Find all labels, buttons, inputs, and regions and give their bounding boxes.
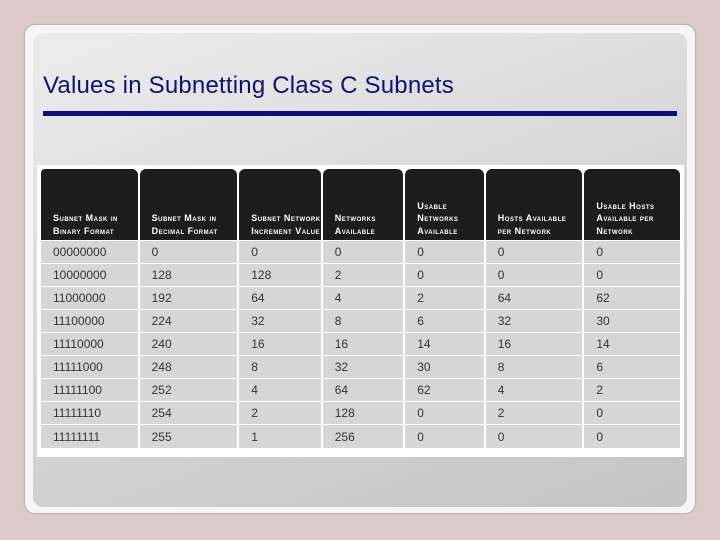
table-cell: 240 — [140, 332, 238, 355]
table-cell: 128 — [323, 401, 404, 424]
table-cell: 4 — [486, 378, 583, 401]
table-cell: 0 — [584, 240, 680, 263]
table-cell: 1 — [239, 424, 321, 448]
table-cell: 0 — [405, 240, 484, 263]
table-cell: 64 — [239, 286, 321, 309]
table-cell: 0 — [405, 401, 484, 424]
table-cell: 6 — [405, 309, 484, 332]
table-cell: 8 — [486, 355, 583, 378]
title-underline — [43, 111, 677, 116]
table-cell: 2 — [405, 286, 484, 309]
subnet-values-table — [39, 169, 682, 448]
table-cell: 248 — [140, 355, 238, 378]
table-cell: 128 — [239, 263, 321, 286]
table-cell: 64 — [486, 286, 583, 309]
table-cell: 16 — [323, 332, 404, 355]
table-cell: 62 — [405, 378, 484, 401]
subnet-table-container — [37, 165, 684, 457]
table-cell: 0 — [584, 263, 680, 286]
table-cell: 64 — [323, 378, 404, 401]
header-usable-hosts: Usable Hosts Available per Network — [584, 169, 680, 240]
table-row — [41, 263, 680, 286]
table-cell: 4 — [239, 378, 321, 401]
table-cell: 11100000 — [41, 309, 138, 332]
table-cell: 2 — [239, 401, 321, 424]
table-cell: 11111110 — [41, 401, 138, 424]
table-cell: 0 — [486, 424, 583, 448]
table-cell: 32 — [486, 309, 583, 332]
table-cell: 32 — [239, 309, 321, 332]
table-cell: 254 — [140, 401, 238, 424]
header-binary-mask: Subnet Mask in Binary Format — [41, 169, 138, 240]
header-decimal-mask: Subnet Mask in Decimal Format — [140, 169, 238, 240]
table-cell: 0 — [323, 240, 404, 263]
table-cell: 8 — [323, 309, 404, 332]
table-cell: 0 — [239, 240, 321, 263]
table-cell: 16 — [486, 332, 583, 355]
slide-title: Values in Subnetting Class C Subnets — [43, 72, 454, 99]
table-cell: 11111100 — [41, 378, 138, 401]
table-cell: 2 — [486, 401, 583, 424]
table-cell: 224 — [140, 309, 238, 332]
table-cell: 30 — [584, 309, 680, 332]
table-row — [41, 332, 680, 355]
header-hosts-per-network: Hosts Available per Network — [486, 169, 583, 240]
table-header-row — [41, 169, 680, 240]
table-cell: 8 — [239, 355, 321, 378]
table-cell: 0 — [405, 263, 484, 286]
table-cell: 2 — [323, 263, 404, 286]
header-increment-value: Subnet Network Increment Value — [239, 169, 321, 240]
table-cell: 0 — [486, 240, 583, 263]
table-cell: 0 — [140, 240, 238, 263]
table-cell: 252 — [140, 378, 238, 401]
header-usable-networks: Usable Networks Available — [405, 169, 484, 240]
table-cell: 11110000 — [41, 332, 138, 355]
table-cell: 0 — [584, 424, 680, 448]
table-row — [41, 355, 680, 378]
table-cell: 0 — [584, 401, 680, 424]
table-cell: 32 — [323, 355, 404, 378]
table-cell: 30 — [405, 355, 484, 378]
table-cell: 11111111 — [41, 424, 138, 448]
table-cell: 6 — [584, 355, 680, 378]
table-cell: 4 — [323, 286, 404, 309]
table-cell: 11000000 — [41, 286, 138, 309]
table-cell: 00000000 — [41, 240, 138, 263]
table-cell: 2 — [584, 378, 680, 401]
table-cell: 0 — [486, 263, 583, 286]
table-row — [41, 286, 680, 309]
table-cell: 11111000 — [41, 355, 138, 378]
table-cell: 14 — [405, 332, 484, 355]
table-cell: 16 — [239, 332, 321, 355]
table-row — [41, 378, 680, 401]
table-cell: 62 — [584, 286, 680, 309]
table-cell: 0 — [405, 424, 484, 448]
table-cell: 14 — [584, 332, 680, 355]
table-cell: 128 — [140, 263, 238, 286]
table-row — [41, 401, 680, 424]
table-cell: 10000000 — [41, 263, 138, 286]
table-cell: 256 — [323, 424, 404, 448]
header-networks-available: Networks Available — [323, 169, 404, 240]
table-cell: 255 — [140, 424, 238, 448]
table-cell: 192 — [140, 286, 238, 309]
table-row — [41, 309, 680, 332]
table-row — [41, 240, 680, 263]
table-row — [41, 424, 680, 448]
